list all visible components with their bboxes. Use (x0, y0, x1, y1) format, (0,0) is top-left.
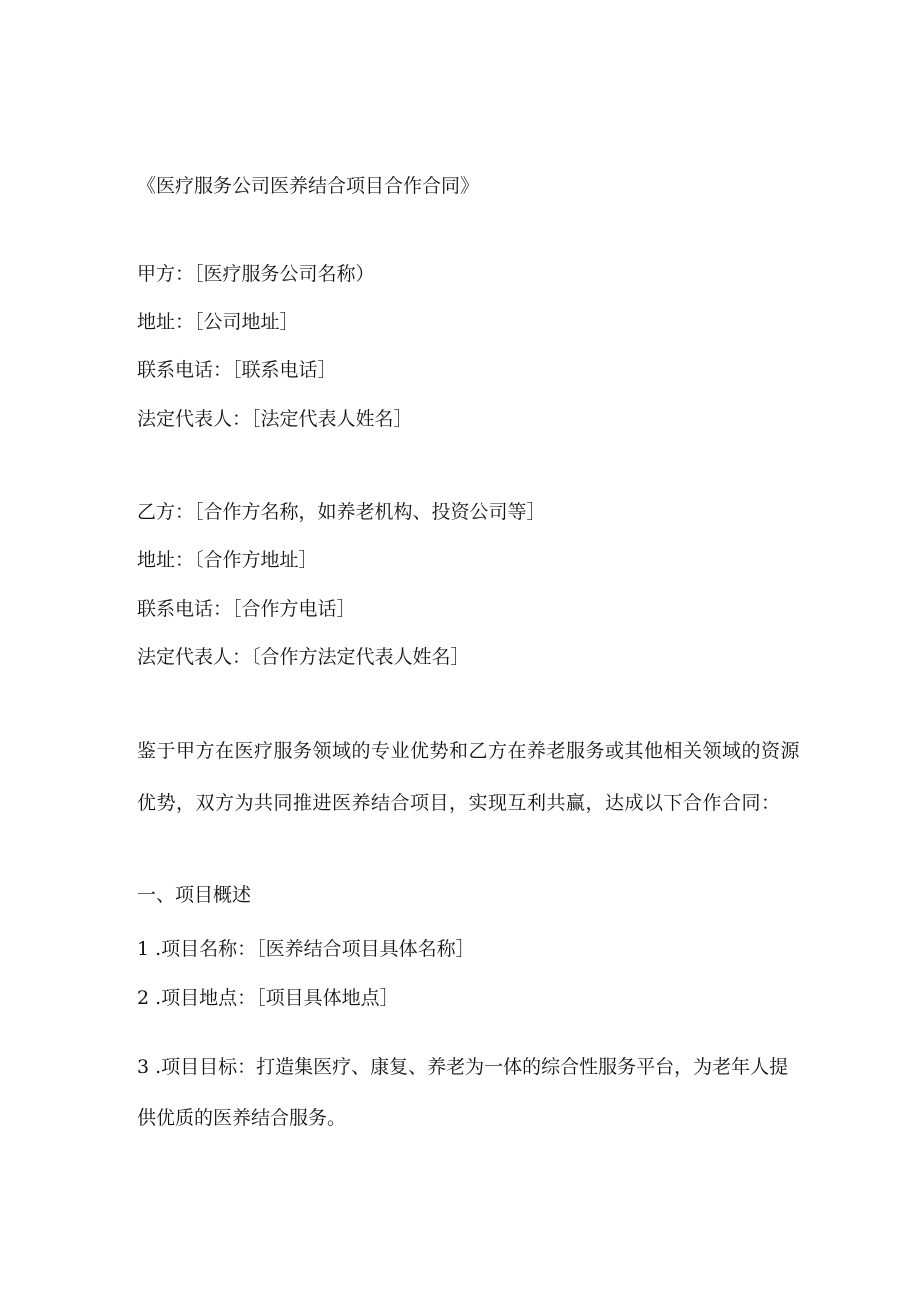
document-title: 《医疗服务公司医养结合项目合作合同》 (137, 175, 480, 197)
party-b-phone: 联系电话：［合作方电话］ (137, 598, 356, 620)
section-1-item-2: 2 .项目地点：［项目具体地点］ (137, 987, 399, 1009)
preamble-line-2: 优势，双方为共同推进医养结合项目，实现互利共赢，达成以下合作合同： (137, 792, 781, 814)
party-b-representative: 法定代表人：〔合作方法定代表人姓名］ (137, 646, 470, 668)
party-a-name: 甲方：［医疗服务公司名称） (137, 263, 375, 285)
section-1-item-3-line-1: 3 .项目目标：打造集医疗、康复、养老为一体的综合性服务平台，为老年人提 (137, 1056, 789, 1078)
party-b-name: 乙方：［合作方名称，如养老机构、投资公司等］ (137, 501, 546, 523)
party-a-representative: 法定代表人：［法定代表人姓名］ (137, 408, 413, 430)
party-b-address: 地址：〔合作方地址］ (137, 549, 318, 571)
preamble-line-1: 鉴于甲方在医疗服务领域的专业优势和乙方在养老服务或其他相关领域的资源 (137, 740, 801, 762)
section-1-heading: 一、项目概述 (137, 884, 252, 906)
section-1-item-3-line-2: 供优质的医养结合服务。 (137, 1107, 347, 1129)
party-a-address: 地址：［公司地址］ (137, 311, 299, 333)
section-1-item-1: 1 .项目名称：［医养结合项目具体名称］ (137, 938, 475, 960)
party-a-phone: 联系电话：［联系电话］ (137, 359, 337, 381)
